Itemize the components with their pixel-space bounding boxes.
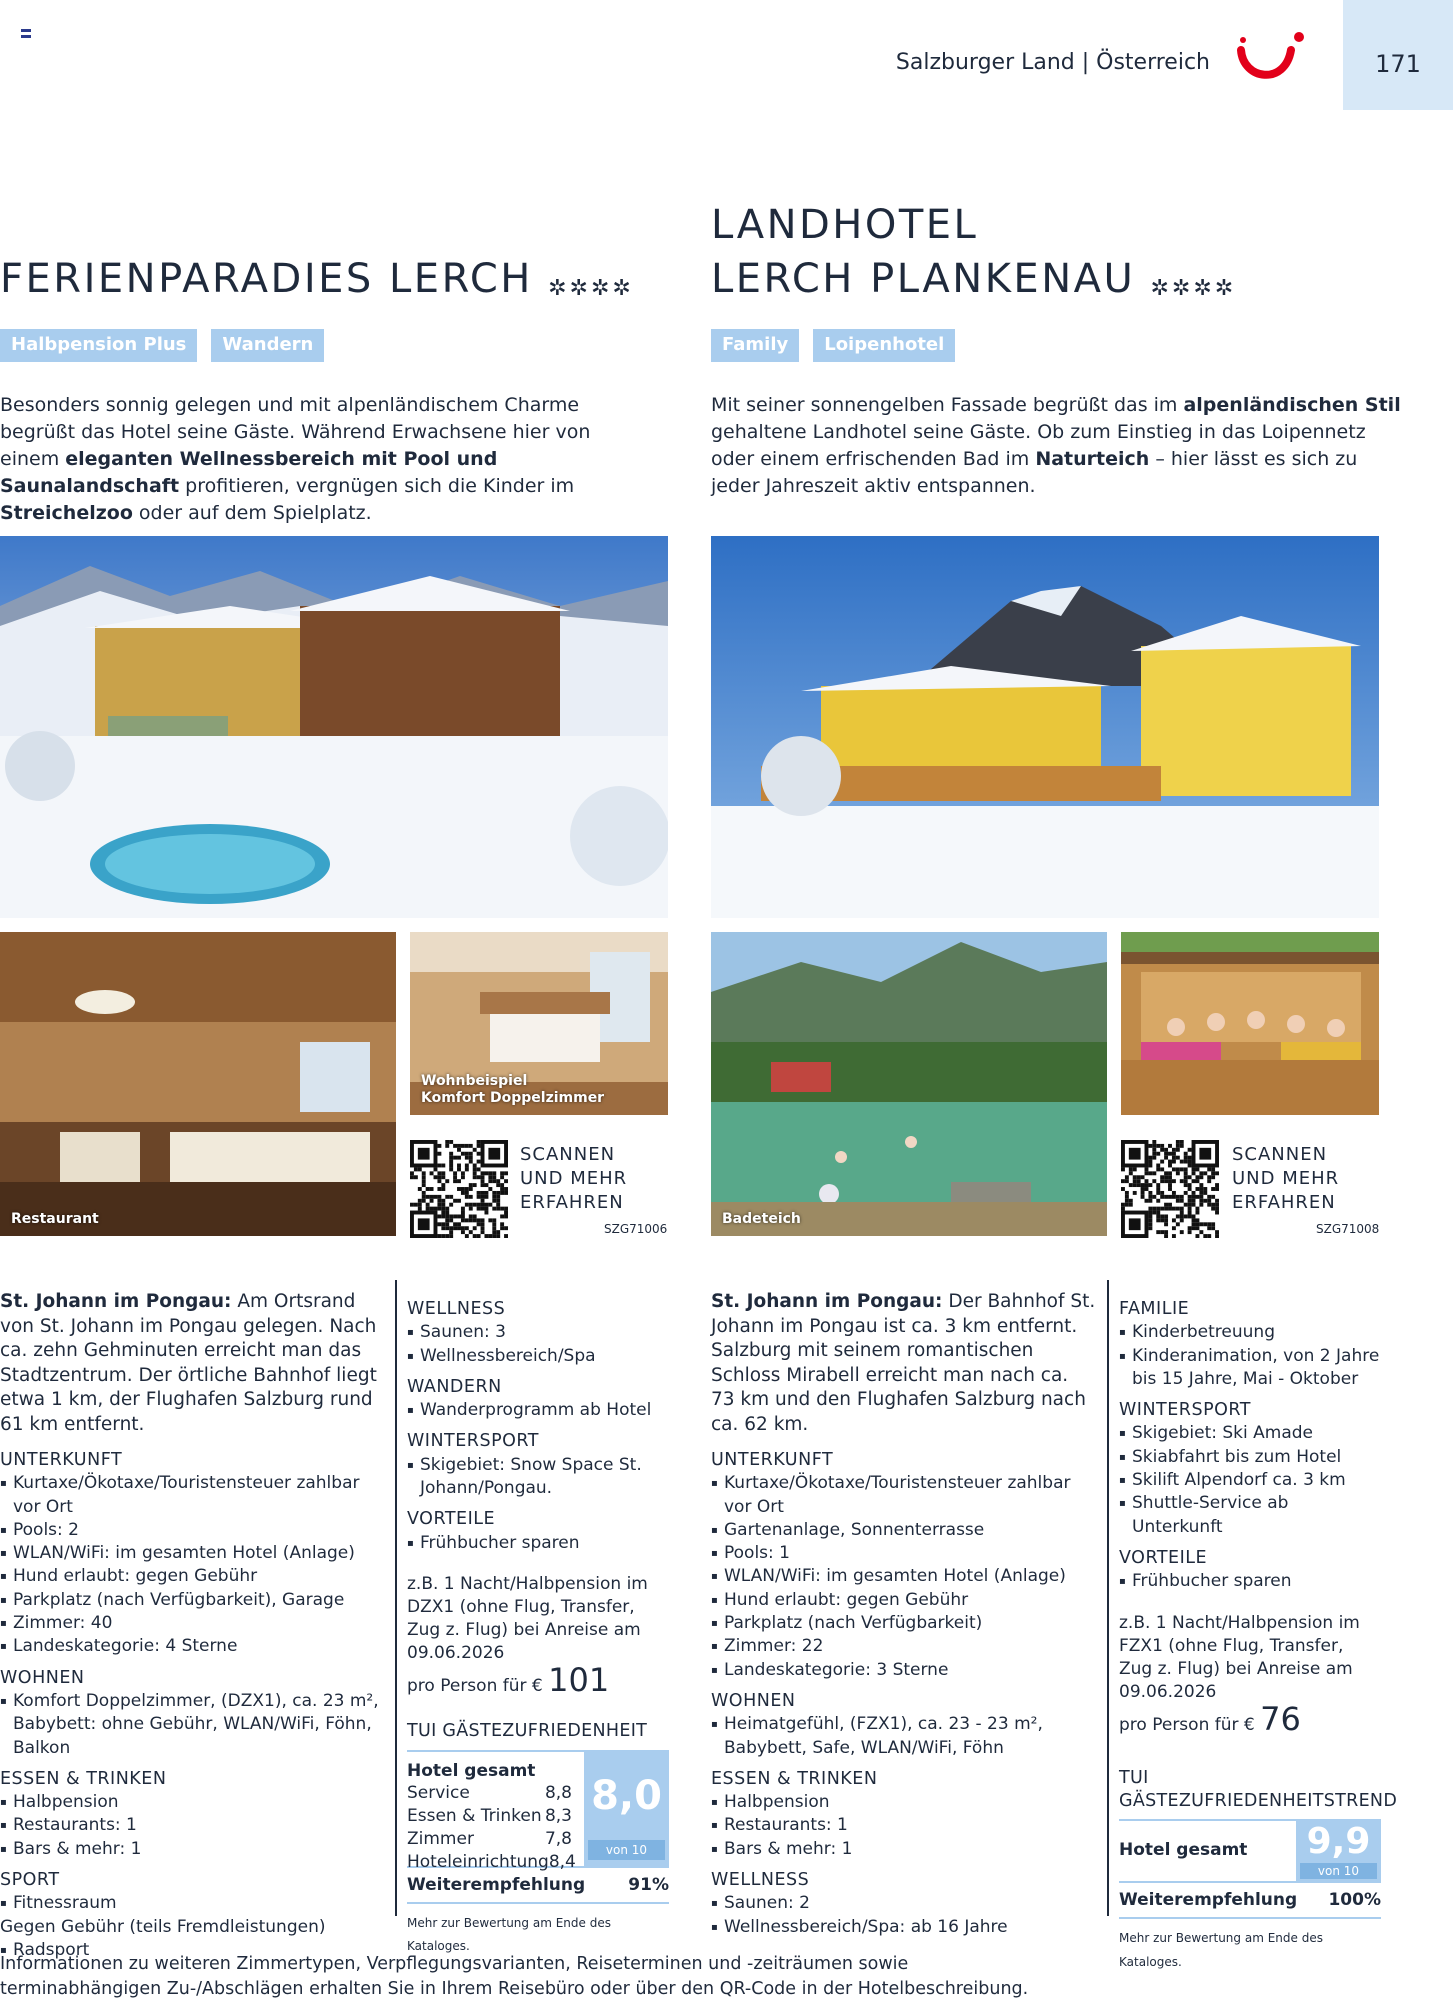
score-value: 9,9 [1306,1821,1371,1863]
hotel2-family-photo [1121,932,1379,1115]
hotel2-main-photo [711,536,1379,918]
hotel2-rating-note: Mehr zur Bewertung am Ende des Kataloges. [1119,1931,1323,1969]
page-number-box [1343,0,1453,110]
hotel1-price [407,1660,669,1699]
intro-text: oder auf dem Spielplatz. [132,502,372,524]
list-item: ▪ Frühbucher sparen [1119,1570,1381,1593]
section-list [711,1472,1096,1682]
hotel1-qr-code[interactable] [410,1140,508,1238]
hotel2-location-text: Der Bahnhof St. Johann im Pongau ist ca. 3 km entfernt. Salzburg mit seinem romantischen Schloss Mirabell erreicht man nach ca. 73 km und den Flughafen Salzburg nach ca. 62 km. [711,1291,1096,1435]
pond-caption: Badeteich [722,1211,801,1227]
scan-line1: SCANNEN [520,1144,616,1165]
rating-row [407,1782,572,1805]
list-item: ▪ Skigebiet: Ski Amade [1119,1422,1381,1445]
list-item: ▪ Shuttle-Service ab Unterkunft [1119,1492,1381,1539]
list-note: Gegen Gebühr (teils Fremdleistungen) [0,1916,326,1937]
rating-value: 7,8 [544,1829,572,1850]
list-item: ▪ WLAN/WiFi: im gesamten Hotel (Anlage) [0,1542,385,1565]
hotel2-pond-photo [711,932,1107,1236]
hotel2-tags [711,329,969,362]
section-list [407,1454,669,1501]
list-item: ▪ Gartenanlage, Sonnenterrasse [711,1519,1096,1542]
list-item: ▪ Komfort Doppelzimmer, (DZX1), ca. 23 m², Babybett: ohne Gebühr, WLAN/WiFi, Föhn, Balkon [0,1690,385,1760]
room-caption-line2: Komfort Doppelzimmer [421,1090,605,1106]
list-item: ▪ Hund erlaubt: gegen Gebühr [0,1565,385,1588]
section-list [407,1399,669,1422]
hotel1-scan-label [520,1143,627,1215]
section-title: UNTERKUNFT [711,1450,834,1470]
intro-highlight: Streichelzoo [0,502,133,524]
intro-text: – hier lässt es sich zu jeder Jahreszeit aktiv entspannen. [711,448,1358,497]
section-title: ESSEN & TRINKEN [711,1768,878,1789]
hotel1-room-photo [410,932,668,1115]
recommend-value: 91% [628,1874,669,1895]
rating-label: Hoteleinrichtung [407,1852,549,1873]
scan-line1: SCANNEN [1232,1144,1328,1165]
hotel1-score-box [584,1752,669,1866]
score-scale: von 10 [588,1840,665,1860]
list-item: ▪ Saunen: 2 [711,1892,1096,1915]
score-value: 8,0 [591,1772,662,1819]
scan-line3: ERFAHREN [520,1192,624,1213]
price-value: 101 [548,1660,610,1699]
hotel2-details-left [711,1290,1096,1939]
list-item: ▪ Wellnessbereich/Spa [407,1345,669,1368]
list-item: ▪ Heimatgefühl, (FZX1), ca. 23 - 23 m², Babybett, Safe, WLAN/WiFi, Föhn [711,1713,1096,1760]
intro-highlight: Naturteich [1035,448,1150,470]
section-list [711,1892,1096,1939]
price-value: 76 [1260,1699,1301,1738]
hotel1-tags [0,329,338,362]
intro-text: Mit seiner sonnengelben Fassade begrüßt das im [711,394,1184,416]
page-number: 171 [1375,50,1421,78]
recommend-label: Weiterempfehlung [1119,1890,1298,1911]
hotel2-rating-table [1119,1821,1381,1881]
scan-line3: ERFAHREN [1232,1192,1336,1213]
intro-text: gehaltene Landhotel seine Gäste. Ob zum Einstieg in das Loipennetz oder einem erfrischenden Bad im [711,421,1366,470]
list-item: ▪ Frühbucher sparen [407,1532,669,1555]
hotel2-price-text: z.B. 1 Nacht/Halbpension im FZX1 (ohne Flug, Transfer, Zug z. Flug) bei Anreise am 09.06.2026 [1119,1612,1360,1702]
list-item: ▪ Bars & mehr: 1 [0,1838,385,1861]
section-list [1119,1422,1381,1538]
scan-line2: UND MEHR [520,1168,628,1189]
flag-icon [21,23,31,32]
list-item: ▪ Wanderprogramm ab Hotel [407,1399,669,1422]
section-title: ESSEN & TRINKEN [0,1768,167,1789]
list-item: ▪ Hund erlaubt: gegen Gebühr [711,1589,1096,1612]
tui-logo-icon [1233,28,1313,92]
list-item: ▪ Zimmer: 22 [711,1635,1096,1658]
hotel2-stars: ✲✲✲✲ [1150,276,1237,301]
section-list [711,1791,1096,1861]
price-prefix: pro Person für € [1119,1714,1261,1735]
hotel2-location [711,1290,1096,1437]
tag-loipenhotel: Loipenhotel [813,329,955,362]
intro-text: profitieren, vergnügen sich die Kinder im [179,475,575,497]
recommend-value: 100% [1328,1890,1381,1911]
hotel1-rating-note: Mehr zur Bewertung am Ende des Kataloges. [407,1915,611,1953]
restaurant-caption: Restaurant [11,1211,99,1227]
hotel1-code: SZG71006 [604,1222,668,1236]
list-item: ▪ Halbpension [711,1791,1096,1814]
rating-value: 8,4 [548,1852,576,1873]
rating-overall-label: Hotel gesamt [1119,1840,1248,1861]
section-title: SPORT [0,1870,60,1891]
hotel2-recommend [1119,1883,1381,1917]
hotel1-stars: ✲✲✲✲ [548,276,634,301]
list-item: ▪ Pools: 2 [0,1519,385,1542]
hotel2-name: LERCH PLANKENAU [711,256,1136,302]
section-title: WANDERN [407,1376,502,1397]
hotel1-restaurant-photo [0,932,396,1236]
column-divider [395,1280,397,1916]
section-title: WELLNESS [711,1870,810,1891]
section-title: FAMILIE [1119,1299,1190,1319]
list-item: ▪ Kinderanimation, von 2 Jahre bis 15 Jahre, Mai - Oktober [1119,1345,1381,1392]
hotel1-recommend [407,1868,669,1902]
hotel1-name: FERIENPARADIES LERCH [0,256,533,302]
list-item: ▪ Restaurants: 1 [0,1814,385,1837]
hotel2-title [711,252,1236,306]
rating-value: 8,8 [544,1782,572,1803]
section-list [0,1472,385,1658]
hotel1-price-text: z.B. 1 Nacht/Halbpension im DZX1 (ohne Flug, Transfer, Zug z. Flug) bei Anreise am 09.06.2026 [407,1573,648,1663]
list-item: ▪ Bars & mehr: 1 [711,1838,1096,1861]
list-item: ▪ Halbpension [0,1791,385,1814]
list-item: ▪ Landeskategorie: 4 Sterne [0,1635,385,1658]
list-item: ▪ Fitnessraum [0,1892,385,1915]
section-list [711,1713,1096,1760]
rating-rule [407,1902,669,1904]
column-divider [1107,1280,1109,1916]
hotel1-rating-table [407,1752,669,1873]
list-item: ▪ Parkplatz (nach Verfügbarkeit) [711,1612,1096,1635]
section-title: WOHNEN [711,1690,796,1711]
list-item: ▪ Kurtaxe/Ökotaxe/Touristensteuer zahlbar vor Ort [711,1472,1096,1519]
section-list [1119,1570,1381,1593]
score-scale: von 10 [1300,1863,1377,1879]
hotel2-location-label: St. Johann im Pongau: [711,1291,943,1312]
price-prefix: pro Person für € [407,1675,549,1696]
hotel2-code: SZG71008 [1316,1222,1380,1236]
list-item: ▪ Restaurants: 1 [711,1814,1096,1837]
hotel1-intro [0,392,650,527]
rating-row [407,1805,572,1828]
list-item: ▪ WLAN/WiFi: im gesamten Hotel (Anlage) [711,1565,1096,1588]
list-item: ▪ Parkplatz (nach Verfügbarkeit), Garage [0,1589,385,1612]
rating-row [407,1828,572,1851]
region-heading: Salzburger Land | Österreich [895,50,1210,75]
recommend-label: Weiterempfehlung [407,1874,586,1895]
intro-text: Besonders sonnig gelegen und mit alpenländischem Charme begrüßt das Hotel seine Gäste. Während Erwachsene hier von einem [0,394,591,470]
hotel1-location-text: Am Ortsrand von St. Johann im Pongau gelegen. Nach ca. zehn Gehminuten erreicht man das Stadtzentrum. Der örtliche Bahnhof liegt etwa 1 km, der Flughafen Salzburg rund 61 km entfernt. [0,1291,377,1435]
section-title: WINTERSPORT [407,1431,539,1452]
list-item: ▪ Saunen: 3 [407,1321,669,1344]
hotel1-details-right [407,1290,669,1958]
section-title: WOHNEN [0,1667,85,1688]
hotel2-details-right [1119,1290,1398,1974]
intro-highlight: eleganten Wellnessbereich mit Pool und Saunalandschaft [0,448,498,497]
rating-value: 8,3 [544,1805,572,1826]
hotel2-scan-label [1232,1143,1339,1215]
hotel2-rating-title: TUI GÄSTEZUFRIEDENHEITSTREND [1119,1767,1398,1812]
hotel2-title-line1: LANDHOTEL [711,202,979,248]
list-item: ▪ Pools: 1 [711,1542,1096,1565]
hotel1-title [0,252,634,306]
tag-wandern: Wandern [211,329,324,362]
rating-rule [1119,1917,1381,1919]
scan-line2: UND MEHR [1232,1168,1340,1189]
rating-label: Essen & Trinken [407,1805,542,1826]
section-list [0,1690,385,1760]
room-caption-line1: Wohnbeispiel [421,1073,528,1089]
rating-label: Service [407,1782,470,1803]
intro-highlight: alpenländischen Stil [1183,394,1401,416]
hotel2-score-box [1296,1821,1381,1881]
footer-note: Informationen zu weiteren Zimmertypen, Verpflegungsvarianten, Reiseterminen und -zeiträumen sowie terminabhängigen Zu-/Abschlägen erhalten Sie in Ihrem Reisebüro oder über den QR-Code in der Hotelbeschreibung. [0,1954,1029,1999]
tag-family: Family [711,329,799,362]
hotel1-main-photo [0,536,668,918]
section-title: VORTEILE [407,1509,496,1530]
list-item: ▪ Skiabfahrt bis zum Hotel [1119,1446,1381,1469]
list-item: ▪ Wellnessbereich/Spa: ab 16 Jahre [711,1916,1096,1939]
list-item: ▪ Skigebiet: Snow Space St. Johann/Pongau. [407,1454,669,1501]
section-list [1119,1321,1381,1391]
list-item: ▪ Kurtaxe/Ökotaxe/Touristensteuer zahlbar vor Ort [0,1472,385,1519]
section-title: WINTERSPORT [1119,1400,1251,1421]
list-item: ▪ Landeskategorie: 3 Sterne [711,1659,1096,1682]
list-item: ▪ Radsport [0,1939,385,1962]
hotel2-price [1119,1699,1381,1738]
room-caption [421,1073,604,1107]
list-item: ▪ Zimmer: 40 [0,1612,385,1635]
hotel1-details-left [0,1290,385,1962]
hotel1-location-label: St. Johann im Pongau: [0,1291,232,1312]
list-item: ▪ Kinderbetreuung [1119,1321,1381,1344]
tag-halbpension-plus: Halbpension Plus [0,329,197,362]
rating-label: Zimmer [407,1829,474,1850]
section-list [407,1321,669,1368]
section-list [0,1791,385,1861]
section-title: VORTEILE [1119,1547,1208,1568]
hotel2-qr-code[interactable] [1121,1140,1219,1238]
hotel1-rating-title: TUI GÄSTEZUFRIEDENHEIT [407,1721,648,1742]
section-title: WELLNESS [407,1299,506,1319]
section-title: UNTERKUNFT [0,1450,123,1470]
rating-overall-label: Hotel gesamt [407,1760,536,1781]
hotel2-intro [711,392,1401,500]
list-item: ▪ Skilift Alpendorf ca. 3 km [1119,1469,1381,1492]
section-list [407,1532,669,1555]
hotel1-location [0,1290,385,1437]
